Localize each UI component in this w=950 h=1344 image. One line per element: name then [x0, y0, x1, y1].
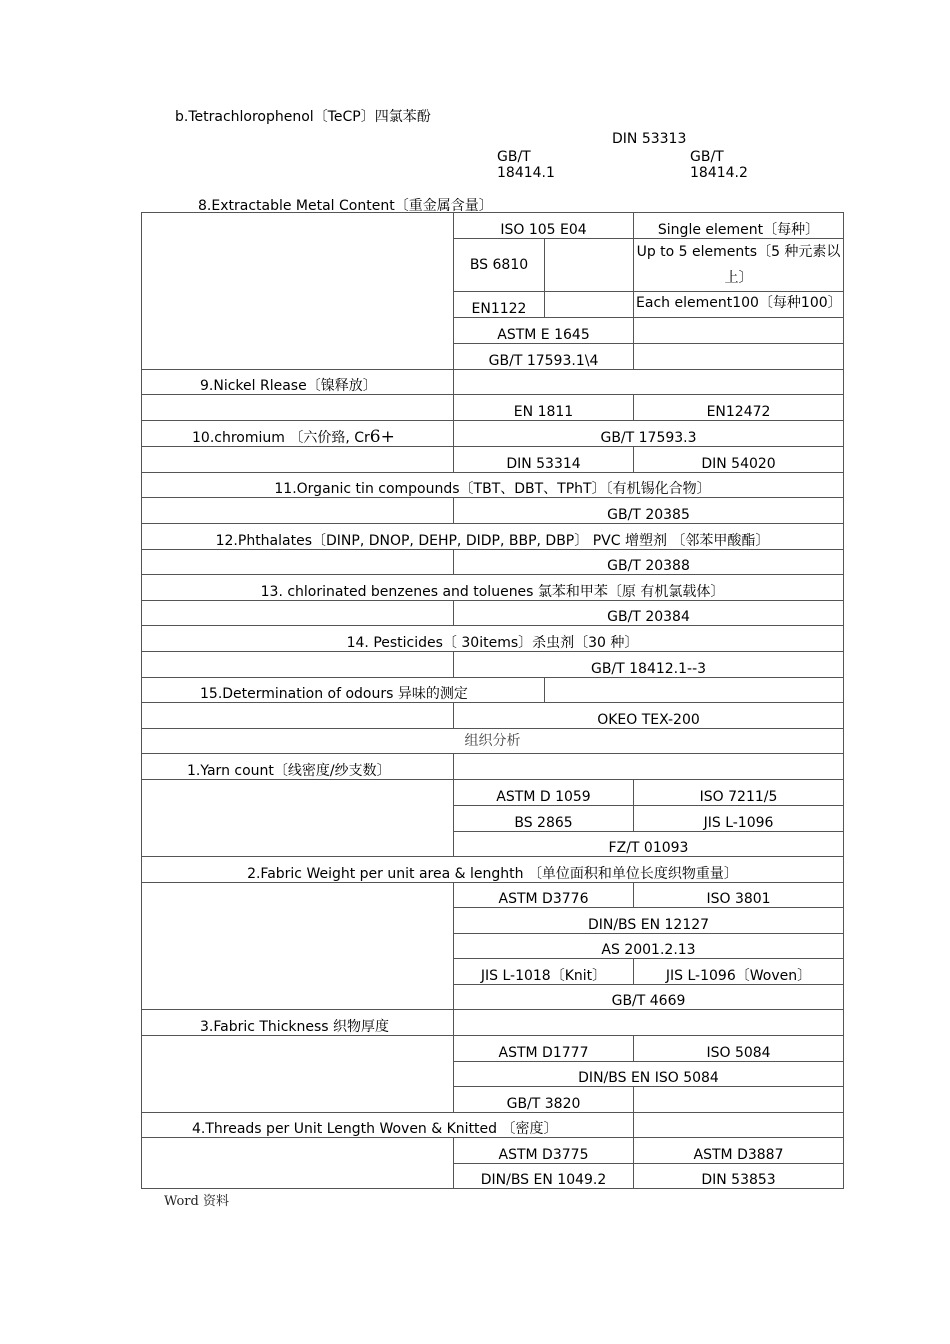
chromium-title-cell	[142, 421, 454, 447]
table-row	[142, 421, 844, 447]
metal-empty-cell	[545, 239, 634, 292]
table-row	[142, 473, 844, 498]
table-row	[142, 395, 844, 421]
threads-din1-cell: DIN/BS EN 1049.2	[454, 1164, 634, 1189]
metal-section-title: 8.Extractable Metal Content〔重金属含量〕	[198, 198, 493, 214]
tin-title-cell: 11.Organic tin compounds〔TBT、DBT、TPhT〕〔有机锡化合物〕	[142, 473, 844, 498]
tin-gbt-cell: GB/T 20385	[454, 498, 844, 524]
table-row	[142, 1036, 844, 1062]
chromium-cr6-superscript: 6+	[369, 427, 395, 447]
thickness-iso-cell: ISO 5084	[634, 1036, 844, 1062]
weight-jis-woven-cell: JIS L-1096〔Woven〕	[634, 959, 844, 985]
benzenes-gbt-cell: GB/T 20384	[454, 601, 844, 626]
tecp-gbt-a-label: GB/T	[497, 149, 531, 165]
tecp-din-standard: DIN 53313	[612, 131, 687, 147]
thickness-blank-cell	[142, 1036, 454, 1113]
odours-empty-cell	[545, 678, 844, 703]
yarn-fz-cell: FZ/T 01093	[454, 832, 844, 857]
yarn-title-cell: 1.Yarn count〔线密度/纱支数〕	[142, 754, 454, 780]
standards-table	[141, 212, 844, 1189]
table-row	[142, 601, 844, 626]
yarn-iso-cell: ISO 7211/5	[634, 780, 844, 806]
weight-iso-cell: ISO 3801	[634, 883, 844, 908]
phthalates-gbt-cell: GB/T 20388	[454, 550, 844, 575]
pesticides-blank-cell	[142, 652, 454, 678]
table-row	[142, 780, 844, 806]
weight-astm-cell: ASTM D3776	[454, 883, 634, 908]
threads-astm2-cell: ASTM D3887	[634, 1138, 844, 1164]
metal-empty-cell	[634, 318, 844, 344]
thickness-gbt-cell: GB/T 3820	[454, 1087, 634, 1113]
threads-empty-cell	[634, 1113, 844, 1138]
phthalates-title-cell: 12.Phthalates〔DINP, DNOP, DEHP, DIDP, BBP, DBP〕 PVC 增塑剂 〔邻苯甲酸酯〕	[142, 524, 844, 550]
table-row	[142, 370, 844, 395]
table-row	[142, 1138, 844, 1164]
table-row	[142, 447, 844, 473]
table-row	[142, 524, 844, 550]
table-row	[142, 1113, 844, 1138]
threads-blank-cell	[142, 1138, 454, 1189]
table-row	[142, 213, 844, 239]
nickel-empty-cell	[454, 370, 844, 395]
metal-iso-cell: ISO 105 E04	[454, 213, 634, 239]
metal-blank-cell	[142, 213, 454, 370]
metal-empty-cell	[545, 292, 634, 318]
thickness-empty-cell	[634, 1087, 844, 1113]
nickel-blank-cell	[142, 395, 454, 421]
yarn-blank-cell	[142, 780, 454, 857]
benzenes-title-cell: 13. chlorinated benzenes and toluenes 氯苯和甲苯〔原 有机氯载体〕	[142, 575, 844, 601]
table-row	[142, 550, 844, 575]
tecp-gbt-b	[690, 149, 770, 181]
metal-each-text: Each element100〔每种100〕	[636, 295, 842, 311]
yarn-jis-cell: JIS L-1096	[634, 806, 844, 832]
weight-gbt-cell: GB/T 4669	[454, 985, 844, 1010]
tecp-gbt-b-label: GB/T	[690, 149, 724, 165]
footer-label: Word 资料	[164, 1194, 229, 1209]
chromium-din54020-cell: DIN 54020	[634, 447, 844, 473]
table-row	[142, 626, 844, 652]
weight-title-cell: 2.Fabric Weight per unit area & lenghth 〔单位面积和单位长度织物重量〕	[142, 857, 844, 883]
table-row	[142, 1010, 844, 1036]
tecp-gbt-a-number: 18414.1	[497, 165, 555, 181]
metal-gbt-cell: GB/T 17593.1\4	[454, 344, 634, 370]
weight-blank-cell	[142, 883, 454, 1010]
table-row	[142, 729, 844, 754]
metal-upto-cell: Up to 5 elements〔5 种元素以上〕	[634, 239, 844, 292]
table-row	[142, 652, 844, 678]
section-title-cell: 组织分析	[142, 729, 844, 754]
yarn-astm-cell: ASTM D 1059	[454, 780, 634, 806]
thickness-astm-cell: ASTM D1777	[454, 1036, 634, 1062]
table-row	[142, 498, 844, 524]
phthalates-blank-cell	[142, 550, 454, 575]
pesticides-title-cell: 14. Pesticides〔 30items〕杀虫剂〔30 种〕	[142, 626, 844, 652]
nickel-en1811-cell: EN 1811	[454, 395, 634, 421]
table-row	[142, 703, 844, 729]
metal-empty-cell	[634, 344, 844, 370]
tin-blank-cell	[142, 498, 454, 524]
weight-din-cell: DIN/BS EN 12127	[454, 908, 844, 934]
yarn-empty-cell	[454, 754, 844, 780]
odours-okeo-cell: OKEO TEX-200	[454, 703, 844, 729]
threads-din2-cell: DIN 53853	[634, 1164, 844, 1189]
thickness-din-cell: DIN/BS EN ISO 5084	[454, 1062, 844, 1087]
thickness-empty-cell	[454, 1010, 844, 1036]
metal-astm-cell: ASTM E 1645	[454, 318, 634, 344]
odours-title-cell: 15.Determination of odours 异味的测定	[142, 678, 545, 703]
tecp-gbt-b-number: 18414.2	[690, 165, 748, 181]
tecp-gbt-a	[497, 149, 577, 181]
metal-bs-cell: BS 6810	[454, 239, 545, 292]
metal-each-cell	[634, 292, 844, 318]
table-row	[142, 857, 844, 883]
chromium-blank-cell	[142, 447, 454, 473]
metal-single-cell: Single element〔每种〕	[634, 213, 844, 239]
chromium-title-text: 10.chromium 〔六价臵, Cr	[192, 430, 370, 446]
chromium-din53314-cell: DIN 53314	[454, 447, 634, 473]
table-row	[142, 575, 844, 601]
table-row	[142, 754, 844, 780]
weight-as-cell: AS 2001.2.13	[454, 934, 844, 959]
pesticides-gbt-cell: GB/T 18412.1--3	[454, 652, 844, 678]
yarn-bs-cell: BS 2865	[454, 806, 634, 832]
weight-jis-knit-cell: JIS L-1018〔Knit〕	[454, 959, 634, 985]
nickel-title-cell: 9.Nickel Rlease〔镍释放〕	[142, 370, 454, 395]
tecp-title: b.Tetrachlorophenol〔TeCP〕四氯苯酚	[175, 109, 431, 125]
metal-en-cell: EN1122	[454, 292, 545, 318]
threads-astm1-cell: ASTM D3775	[454, 1138, 634, 1164]
odours-blank-cell	[142, 703, 454, 729]
benzenes-blank-cell	[142, 601, 454, 626]
thickness-title-cell: 3.Fabric Thickness 织物厚度	[142, 1010, 454, 1036]
threads-title-cell: 4.Threads per Unit Length Woven & Knitted 〔密度〕	[142, 1113, 634, 1138]
chromium-gbt-cell: GB/T 17593.3	[454, 421, 844, 447]
nickel-en12472-cell: EN12472	[634, 395, 844, 421]
table-row	[142, 883, 844, 908]
table-row	[142, 678, 844, 703]
